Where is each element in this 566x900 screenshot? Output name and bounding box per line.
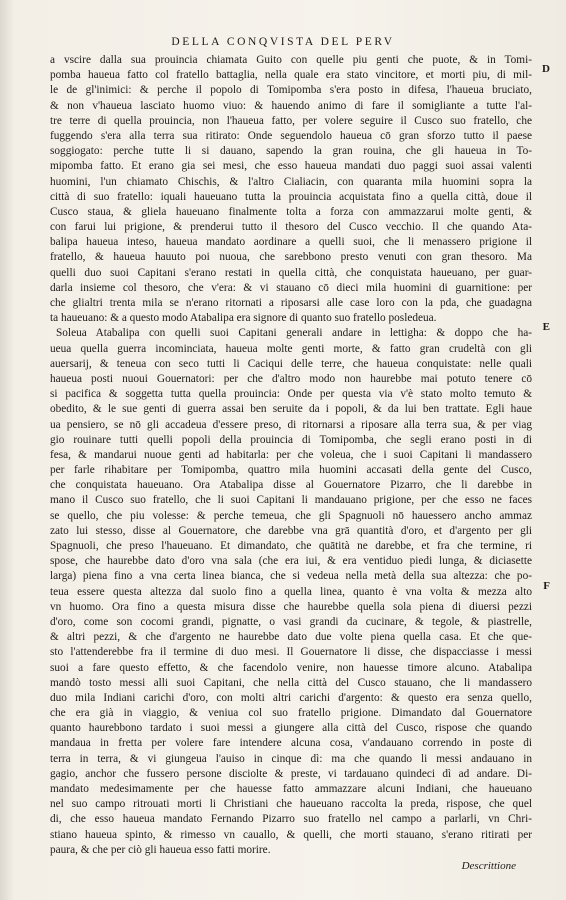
text-line: quelli duo suoi Capitani s'erano restati in quella città, che conquistata haueuano, per guar-	[50, 266, 532, 279]
body-text	[50, 53, 532, 858]
text-line: sto l'attenderebbe fra il termine di duo mesi. Il Gouernatore li disse, che dispacciasse i messi	[50, 646, 532, 659]
text-line: zato lui stesso, disse al Gouernatore, che darebbe vna grā quantità d'oro, et d'argento per gli	[50, 524, 532, 537]
text-line: di, che esso haueua mandato Fernando Pizarro suo fratello nel campo a parlarli, vn Chri-	[50, 813, 532, 826]
text-line: mano il Cusco suo fratello, che li suoi Capitani li mandauano prigione, per che esso ne faces	[50, 494, 532, 507]
text-line: si pacifica & soggetta tutta quella prouincia: Onde per questa via v'è stato molto temuto &	[50, 388, 532, 401]
text-line: stiano haueua spinto, & rimesso vn cauallo, & quelli, che morti stauano, s'erano ritirati per	[50, 828, 532, 841]
text-line: fratello, & haueua hauuto poi nuoua, che sarebbono presto venuti con gran thesoro. Ma	[50, 251, 532, 264]
text-line: Cusco staua, & gliela haueuano finalmente tolta a forza con ammazzarui molte genti, &	[50, 205, 532, 218]
text-line: haueua posti nuoui Gouernatori: per che d'altro modo non haurebbe mai potuto tenere cō	[50, 372, 532, 385]
text-line: ua pensiero, se nō gli accadeua d'essere preso, di ritornarsi a riposare alla terra sua, & per viag	[50, 418, 532, 431]
text-line: per farle rihabitare per Tomipomba, quattro mila huomini accasati della gente del Cusco,	[50, 464, 532, 477]
text-line: se quello, che piu volesse: & perche temeua, che gli Spagnuoli nō hauessero ancho ammaz	[50, 509, 532, 522]
text-line: ueua quella guerra incominciata, haueua molte genti morte, & fatto gran crudeltà con gli	[50, 342, 532, 355]
text-line: mandato medesimamente per che hauesse fatto ammazzare alcuni Indiani, che haueuano	[50, 783, 532, 795]
margin-letter-e: E	[542, 321, 550, 333]
text-line: con farui lui prigione, & prenderui tutto il thesoro del Cusco vecchio. Il che quando Ata-	[50, 221, 532, 234]
text-line: & altri pezzi, & che d'argento ne haurebbe dato due volte piena quella casa. Et che que-	[50, 631, 532, 644]
text-line: d'oro, come son cocomi grandi, pignatte, o vasi grandi da cucinare, & tegole, & piastrelle,	[50, 615, 532, 628]
text-line: che conquistata haueuano. Ora Atabalipa disse al Gouernatore Pizarro, che li darebbe in	[50, 479, 532, 492]
text-line: le de gl'inimici: & perche il popolo di Tomipomba s'era posto in difesa, l'haueua bruciato,	[50, 84, 532, 97]
text-line: terra in terra, & vi giungeua l'auiso in cinque dì: ma che quando li messi andauano in	[50, 752, 532, 765]
text-line: quanto haurebbono tardato i suoi messi a giungere alla città del Cusco, rispose che quando	[50, 722, 532, 735]
text-line: pomba haueua fatto col fratello battaglia, nella quale era stato vincitore, et morti piu, di mil-	[50, 69, 532, 82]
text-line: nel suo campo ritrouati morti li Christiani che haueuano raccolta la preda, rispose, che quel	[50, 798, 532, 811]
text-line: gagio, anchor che fussero persone disciolte & preste, vi tardauano quindeci dì ad andare. Di-	[50, 767, 532, 780]
text-line: auersarij, & teneua con seco tutti li Caciqui delle terre, che haueua conquistate: nelle quali	[50, 357, 532, 370]
text-line: mandaua in fretta per volere fare intendere alcuna cosa, v'andauano correndo in poste di	[50, 737, 532, 750]
text-line: balipa haueua inteso, haueua mandato aordinare a quelli suoi, che li menassero prigione il	[50, 236, 532, 249]
text-line: spose, che haurebbe dato d'oro vna sala (che era iui, & era ventiduo piedi lunga, & diciasette	[50, 555, 532, 568]
catchword: Descrittione	[461, 860, 516, 872]
text-line: tre terre di quella prouincia, non l'haueua fatto, per volere seguire il Cusco suo fratello, che	[50, 114, 532, 127]
text-line: teua essere questa altezza dal suolo fino a quella linea, quanto è vna volta & mezza alto	[50, 585, 532, 598]
text-line: ta haueuano: & a questo modo Atabalipa era signore di quanto suo fratello posledeua.	[50, 312, 437, 325]
running-head: DELLA CONQVISTA DEL PERV	[171, 36, 395, 48]
text-line: huomini, l'un chiamato Chischis, & l'altro Cialiacin, con quaranta mila huomini sopra la	[50, 175, 532, 188]
text-line: vn huomo. Ora fino a questa misura disse che haurebbe quella sola piena di diuersi pezzi	[50, 600, 532, 613]
text-line: che era già in viaggio, & veniua col suo fratello prigione. Dimandato dal Gouernatore	[50, 707, 532, 720]
margin-letter-d: D	[542, 63, 550, 75]
text-line: obedito, & le sue genti di guerra assai ben seruite da i popoli, & da lui ben trattate. Egli haue	[50, 403, 532, 416]
text-line: fesa, & mandarui nuoue genti ad habitarla: per che voleua, che i suoi Capitani li mandassero	[50, 448, 532, 461]
text-line: a vscire dalla sua prouincia chiamata Guito con quelle piu genti che puote, & in Tomi-	[50, 54, 532, 66]
margin-letter-f: F	[543, 580, 550, 592]
text-line: paura, & che per ciò gli haueua esso fatti morire.	[50, 843, 271, 856]
text-line: mipomba fatto. Et erano gia sei mesi, che esso haueua mandati duo paggi suoi assai valenti	[50, 160, 532, 173]
text-line: mandò tosto messi alli suoi Capitani, che nella città del Cusco stauano, che li mandassero	[50, 676, 532, 689]
text-line: suoi a fare questo effetto, & che facendolo venire, non hauesse timore alcuno. Atabalipa	[50, 661, 532, 674]
text-line: città di suo fratello: iquali haueuano tutta la prouincia acquistata fino a quella città, doue il	[50, 190, 532, 203]
text-line: Soleua Atabalipa con quelli suoi Capitani generali andare in lettigha: & doppo che ha-	[56, 327, 532, 340]
text-line: gio rouinare tutti quelli popoli della prouincia di Tomipomba, che segli erano posti in di	[50, 433, 532, 446]
text-line: & non v'haueua lasciato huomo viuo: & hauendo animo di fare il somigliante a tutte l'al-	[50, 99, 532, 112]
text-line: che glialtri trenta mila se n'erano ritornati a riposarsi alle case loro con la pda, che guadagna	[50, 297, 532, 309]
text-line: darla insieme col thesoro, che v'era: & vi stauano cō dieci mila huomini di guarnitione: per	[50, 281, 532, 294]
text-line: larga) piena fino a vna certa linea bianca, che si vedeua nella metà della sua altezza: che po-	[50, 570, 532, 583]
text-line: Spagnuoli, che preso l'haueuano. Et dimandato, che quātità ne darebbe, et fra che termine, ri	[50, 540, 532, 552]
text-line: soggiogato: perche tutte li si dauano, sapendo la gran rouina, che gli haueua in To-	[50, 145, 532, 158]
text-line: duo mila Indiani carichi d'oro, con molti altri carichi d'argento: & questo era senza quello,	[50, 691, 532, 704]
text-line: fuggendo s'era alla terra sua ritirato: Onde seguendolo haueua cō gran sforzo tutto il paese	[50, 129, 532, 142]
